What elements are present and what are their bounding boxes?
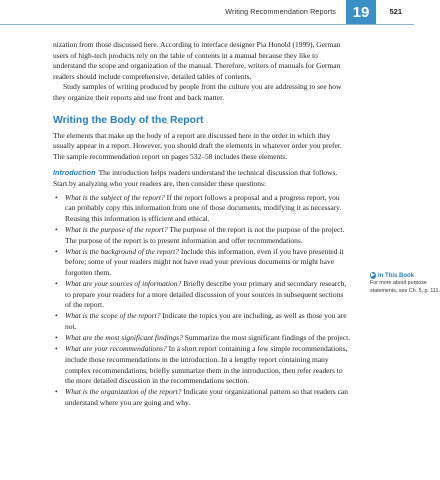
main-text — [53, 40, 351, 409]
introduction-paragraph — [53, 168, 351, 189]
bullet-icon: • — [55, 387, 58, 397]
answer: The purpose of the report is not the purpose of the project. The purpose of the report is to present information and offer recommendations. — [65, 224, 345, 245]
question-list — [53, 193, 351, 409]
header-rule — [0, 24, 414, 25]
bullet-icon: • — [55, 279, 58, 289]
section-paragraph: The elements that make up the body of a report are discussed here in the order in which they usually appear in a report. However, you should draft the elements in whatever order you prefer. The sample recommendation report on pages 532–58 includes these elements. — [53, 130, 342, 161]
question: What is the organization of the report? — [65, 387, 182, 397]
list-item — [53, 333, 351, 344]
question: What are your recommendations? — [65, 344, 167, 354]
margin-note-line: For more about purpose — [370, 280, 427, 286]
answer: Briefly describe your primary and secondary research, to prepare your readers for a more detailed discussion of your sources in subsequent sections of the report. — [65, 279, 347, 310]
answer: Summarize the most significant findings of the project. — [182, 333, 351, 343]
section-heading: Writing the Body of the Report — [53, 114, 204, 126]
list-item — [53, 247, 351, 279]
question: What are the most significant findings? — [65, 333, 183, 343]
bullet-icon: • — [55, 246, 58, 256]
running-title: Writing Recommendation Reports — [225, 7, 336, 16]
question: What is the purpose of the report? — [65, 224, 168, 234]
answer: Indicate your organizational pattern so that readers can understand where you are going and why. — [65, 387, 348, 407]
margin-note — [370, 272, 440, 294]
margin-note-title: In This Book — [378, 272, 414, 279]
question: What is the subject of the report? — [65, 192, 165, 202]
arrow-right-icon: ▶ — [371, 272, 375, 278]
chapter-badge — [346, 0, 376, 24]
chapter-number: 19 — [352, 3, 370, 21]
bullet-icon: • — [55, 333, 58, 343]
margin-note-line: statements, see Ch. 5, p. 111. — [370, 287, 440, 294]
answer: If the report follows a proposal and a progress report, you can probably copy this information from one of those documents, modifying it as necessary. Reusing this information is efficient and ethical. — [65, 192, 342, 223]
bullet-icon: • — [55, 344, 58, 354]
question: What are your sources of information? — [65, 279, 182, 289]
bullet-icon: • — [55, 192, 58, 202]
bullet-icon: • — [55, 311, 58, 321]
bullet-icon: • — [55, 224, 58, 234]
margin-note-heading — [370, 272, 414, 279]
introduction-lead: Introduction — [53, 168, 96, 178]
list-item — [53, 225, 351, 246]
answer: Indicate the topics you are including, as well as those you are not. — [65, 311, 347, 332]
list-item — [53, 193, 351, 225]
answer: In a short report containing a few simple recommendations, include those recommendations in the introduction. In a lengthy report containing many complex recommendations, briefly summarize them in the introduction, then refer readers to the more detailed discussion in the recommendations section. — [65, 344, 348, 386]
list-item — [53, 387, 351, 408]
answer: Include this information, even if you have presented it before; some of your readers might not have read your previous documents or might have forgotten them. — [65, 246, 344, 277]
intro-paragraph: Study samples of writing produced by people from the culture you are addressing to see how they organize their reports and use front and back matter. — [53, 82, 342, 102]
page-number: 521 — [389, 7, 402, 16]
intro-paragraph: nization from those discussed here. According to interface designer Pia Honold (1999), German users of high-tech products rely on the table of contents in a manual because they like to understand the scope and organization of the manual. Therefore, writers of manuals for German readers should include comprehensive, detailed tables of contents. — [53, 40, 341, 81]
question: What is the background of the report? — [65, 246, 180, 256]
list-item — [53, 344, 351, 386]
introduction-text: The introduction helps readers understand the technical discussion that follows. Start by analyzing who your readers are, then consider these questions: — [53, 168, 338, 188]
list-item — [53, 279, 351, 311]
question: What is the scope of the report? — [65, 311, 161, 321]
list-item — [53, 311, 351, 332]
page-header — [0, 0, 414, 24]
